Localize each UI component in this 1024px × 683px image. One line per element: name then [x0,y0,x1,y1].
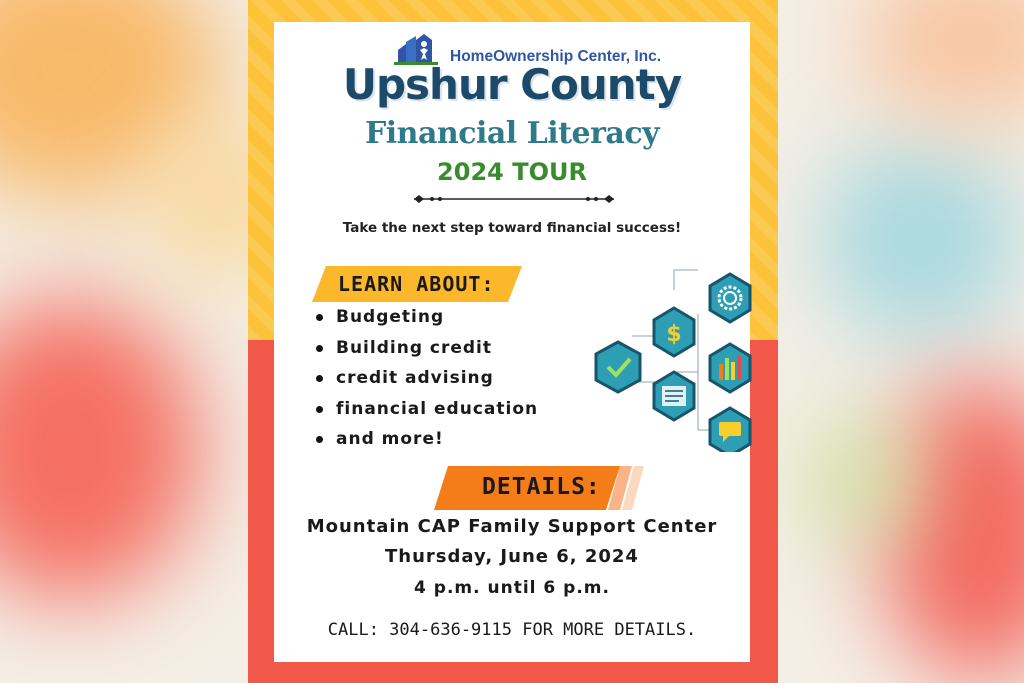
bg-blob [860,0,1024,120]
event-time: 4 p.m. until 6 p.m. [414,578,610,598]
chat-icon [710,408,750,452]
headline-program: Financial Literacy [364,116,660,151]
bullet [316,436,323,443]
details-banner [434,466,644,510]
headline-county: Upshur County [342,60,682,109]
dollar-icon [654,308,694,356]
list-item: financial education [310,394,538,425]
learn-about-banner [312,266,522,302]
bullet [316,314,323,321]
learn-about-heading: LEARN ABOUT: [338,272,495,296]
list-item: Building credit [310,333,538,364]
document-icon [654,372,694,420]
tagline: Take the next step toward financial success! [342,220,682,236]
flyer-card [274,22,750,662]
bullet [316,345,323,352]
decorative-divider [414,194,614,204]
event-date: Thursday, June 6, 2024 [385,546,639,567]
checkmark-icon [596,342,640,392]
finance-icon-cluster [590,252,760,452]
bg-blob [880,380,1024,680]
bar-chart-icon [710,344,750,392]
list-item: credit advising [310,363,538,394]
bg-blob [0,300,200,600]
bg-blob [800,420,920,540]
bullet [316,375,323,382]
call-to-action: CALL: 304-636-9115 FOR MORE DETAILS. [327,620,697,640]
flyer-poster [248,0,778,683]
topics-list [310,302,538,455]
org-name: HomeOwnership Center, Inc. [450,48,662,65]
gear-icon [710,274,750,322]
svg-text:$: $ [666,322,682,347]
event-location: Mountain CAP Family Support Center [306,516,718,537]
list-item: Budgeting [310,302,538,333]
bullet [316,406,323,413]
bg-blob [820,140,1020,340]
headline-tour: 2024 TOUR [437,158,587,186]
details-heading: DETAILS: [482,474,601,500]
list-item: and more! [310,424,538,455]
